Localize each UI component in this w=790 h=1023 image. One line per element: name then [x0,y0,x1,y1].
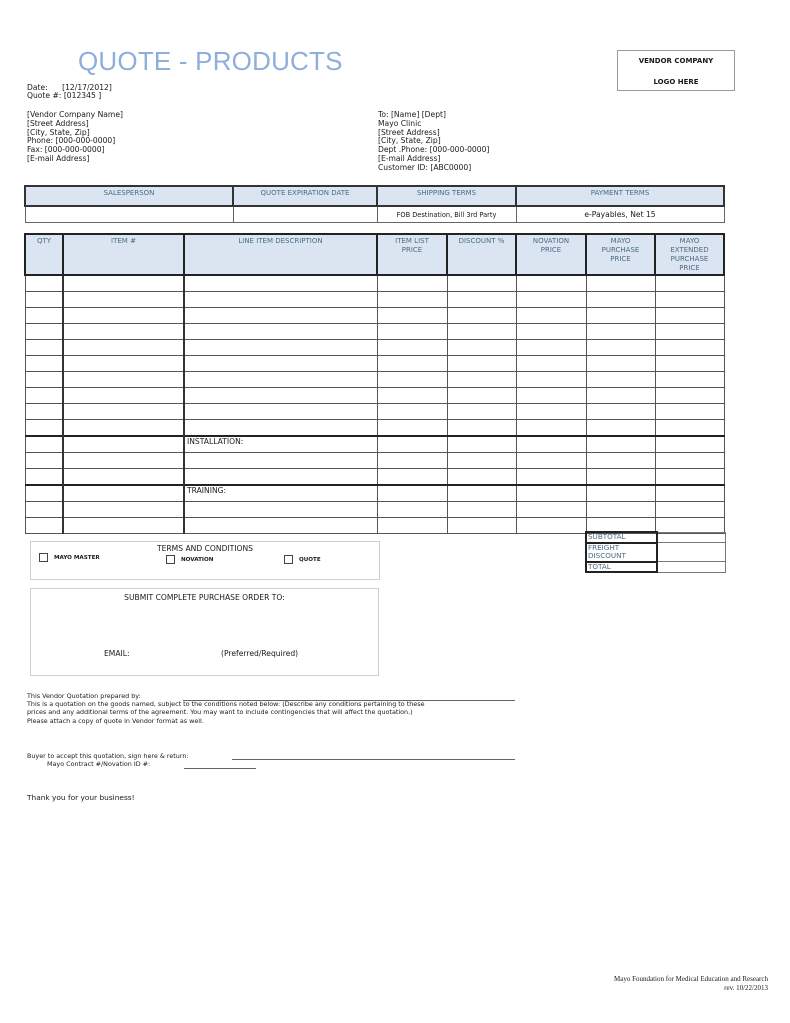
prepared-by-label: This Vendor Quotation prepared by: [27,692,141,700]
vendor-street[interactable]: [Street Address] [27,118,89,128]
extended-price-cell[interactable] [655,356,724,372]
vendor-address [27,111,123,164]
qty-cell[interactable] [25,485,63,502]
novation-price-cell[interactable] [516,275,586,292]
terms-and-conditions-title: TERMS AND CONDITIONS [156,544,254,553]
customer-phone[interactable]: Dept .Phone: [000-000-0000] [378,145,490,155]
purchase-price-cell[interactable] [586,308,655,324]
list-price-cell[interactable] [377,340,447,356]
email-label: EMAIL: [104,649,130,658]
header-salesperson: SALESPERSON [25,186,233,206]
discount-cell[interactable] [447,453,516,469]
description-cell[interactable] [184,404,377,420]
vendor-email[interactable]: [E-mail Address] [27,153,90,163]
description-cell[interactable] [184,502,377,518]
extended-price-cell[interactable] [655,275,724,292]
salesperson-value[interactable] [25,206,233,223]
discount-cell[interactable] [447,404,516,420]
extended-price-cell[interactable] [655,436,724,453]
purchase-price-cell[interactable] [586,275,655,292]
list-price-cell[interactable] [377,502,447,518]
extended-price-cell[interactable] [655,469,724,486]
logo-line-1: VENDOR COMPANY [638,57,714,65]
quote-number-row [27,92,101,101]
novation-price-cell[interactable] [516,324,586,340]
quotation-conditions [27,700,425,725]
list-price-cell[interactable] [377,324,447,340]
header-discount: DISCOUNT % [447,234,516,275]
discount-cell[interactable] [447,502,516,518]
item-number-cell[interactable] [63,453,184,469]
table-row [25,308,724,324]
description-cell[interactable] [184,436,377,453]
discount-cell[interactable] [447,340,516,356]
list-price-cell[interactable] [377,356,447,372]
freight-label: FREIGHT [586,543,657,553]
description-cell[interactable] [184,420,377,437]
vendor-phone[interactable]: Phone: [000-000-0000] [27,136,116,146]
extended-price-cell[interactable] [655,340,724,356]
item-number-cell[interactable] [63,388,184,404]
item-number-cell[interactable] [63,404,184,420]
description-cell[interactable] [184,453,377,469]
extended-price-cell[interactable] [655,372,724,388]
customer-id[interactable]: Customer ID: [ABC0000] [378,162,472,172]
discount-cell[interactable] [447,469,516,486]
training-label: TRAINING: [187,486,227,495]
line-items-table [24,233,725,534]
total-value[interactable] [657,562,726,573]
novation-price-cell[interactable] [516,292,586,308]
header-shipping-terms: SHIPPING TERMS [377,186,516,206]
list-price-cell[interactable] [377,469,447,486]
discount-cell[interactable] [447,356,516,372]
qty-cell[interactable] [25,292,63,308]
table-row [25,420,724,437]
table-row [25,372,724,388]
option-mayo-master[interactable] [39,553,100,562]
vendor-logo-placeholder [617,50,735,91]
list-price-cell[interactable] [377,372,447,388]
discount-cell[interactable] [447,372,516,388]
item-number-cell[interactable] [63,485,184,502]
list-price-cell[interactable] [377,388,447,404]
list-price-cell[interactable] [377,453,447,469]
conditions-line-3: Please attach a copy of quote in Vendor format as well. [27,716,204,725]
purchase-price-cell[interactable] [586,469,655,486]
date-label: Date: [27,83,48,92]
customer-to[interactable]: To: [Name] [Dept] [378,110,446,119]
installation-row [25,436,724,453]
purchase-price-cell[interactable] [586,502,655,518]
purchase-price-cell[interactable] [586,372,655,388]
discount-cell[interactable] [447,292,516,308]
header-line-item-description: LINE ITEM DESCRIPTION [184,234,377,275]
item-number-cell[interactable] [63,308,184,324]
quote-expiration-value[interactable] [233,206,377,223]
extended-price-cell[interactable] [655,308,724,324]
extended-price-cell[interactable] [655,404,724,420]
checkbox-mayo-master[interactable] [39,553,48,562]
totals-table [585,531,726,573]
qty-cell[interactable] [25,453,63,469]
option-quote-label: QUOTE [298,557,321,563]
terms-and-conditions-box [30,541,380,580]
header-item-number: ITEM # [63,234,184,275]
novation-price-cell[interactable] [516,308,586,324]
purchase-price-cell[interactable] [586,292,655,308]
extended-price-cell[interactable] [655,292,724,308]
qty-cell[interactable] [25,372,63,388]
header-mayo-extended-purchase-price: MAYO EXTENDED PURCHASE PRICE [655,234,724,275]
qty-cell[interactable] [25,340,63,356]
item-number-cell[interactable] [63,324,184,340]
header-item-list-price: ITEM LIST PRICE [377,234,447,275]
list-price-cell[interactable] [377,308,447,324]
description-cell[interactable] [184,518,377,534]
table-row [25,453,724,469]
payment-terms-value[interactable]: e-Payables, Net 15 [516,206,724,223]
extended-price-cell[interactable] [655,324,724,340]
table-row [25,469,724,486]
item-number-cell[interactable] [63,436,184,453]
org-footer: Mayo Foundation for Medical Education and Research [614,975,768,983]
revision-footer: rev. 10/22/2013 [724,984,768,992]
description-cell[interactable] [184,469,377,486]
customer-org: Mayo Clinic [378,118,422,128]
item-number-cell[interactable] [63,518,184,534]
novation-price-cell[interactable] [516,404,586,420]
novation-price-cell[interactable] [516,372,586,388]
qty-cell[interactable] [25,356,63,372]
option-quote[interactable] [284,555,321,564]
checkbox-quote[interactable] [284,555,293,564]
list-price-cell[interactable] [377,404,447,420]
discount-cell[interactable] [447,388,516,404]
table-row [25,388,724,404]
novation-price-cell[interactable] [516,453,586,469]
quote-number-label: Quote #: [27,91,62,100]
discount-cell[interactable] [447,518,516,534]
thank-you-text: Thank you for your business! [27,793,135,802]
customer-email[interactable]: [E-mail Address] [378,153,441,163]
description-cell[interactable] [184,356,377,372]
quote-number-value[interactable]: [012345 ] [63,91,102,100]
option-novation[interactable] [166,555,213,564]
description-cell[interactable] [184,340,377,356]
discount-cell[interactable] [447,324,516,340]
training-row [25,485,724,502]
description-cell[interactable] [184,324,377,340]
novation-price-cell[interactable] [516,436,586,453]
list-price-cell[interactable] [377,485,447,502]
novation-price-cell[interactable] [516,340,586,356]
discount-cell[interactable] [447,308,516,324]
header-payment-terms: PAYMENT TERMS [516,186,724,206]
submit-po-box [30,588,379,676]
qty-cell[interactable] [25,388,63,404]
description-cell[interactable] [184,372,377,388]
item-number-cell[interactable] [63,469,184,486]
list-price-cell[interactable] [377,518,447,534]
freight-discount-value[interactable] [657,543,726,562]
description-cell[interactable] [184,275,377,292]
qty-cell[interactable] [25,420,63,437]
qty-cell[interactable] [25,502,63,518]
purchase-price-cell[interactable] [586,340,655,356]
vendor-name[interactable]: [Vendor Company Name] [27,110,123,119]
table-row [25,292,724,308]
date-value[interactable]: [12/17/2012] [62,83,112,92]
description-cell[interactable] [184,308,377,324]
qty-cell[interactable] [25,518,63,534]
qty-cell[interactable] [25,308,63,324]
novation-price-cell[interactable] [516,469,586,486]
discount-cell[interactable] [447,275,516,292]
table-row [25,324,724,340]
qty-cell[interactable] [25,275,63,292]
novation-price-cell[interactable] [516,485,586,502]
submit-po-title: SUBMIT COMPLETE PURCHASE ORDER TO: [124,593,285,602]
discount-cell[interactable] [447,485,516,502]
table-row [25,356,724,372]
discount-label: DISCOUNT [586,552,657,562]
header-novation-price: NOVATION PRICE [516,234,586,275]
extended-price-cell[interactable] [655,502,724,518]
item-number-cell[interactable] [63,275,184,292]
extended-price-cell[interactable] [655,420,724,437]
item-number-cell[interactable] [63,502,184,518]
subtotal-value[interactable] [657,532,726,543]
total-label: TOTAL [586,562,657,573]
qty-cell[interactable] [25,469,63,486]
purchase-price-cell[interactable] [586,388,655,404]
qty-cell[interactable] [25,404,63,420]
option-mayo-master-label: MAYO MASTER [53,555,100,561]
extended-price-cell[interactable] [655,485,724,502]
vendor-fax[interactable]: Fax: [000-000-0000] [27,145,105,155]
installation-label: INSTALLATION: [187,437,244,446]
table-row [25,404,724,420]
conditions-line-1: This is a quotation on the goods named, subject to the conditions noted below: (Describe any conditions pertaining to these [27,700,425,708]
list-price-cell[interactable] [377,275,447,292]
header-qty: QTY [25,234,63,275]
purchase-price-cell[interactable] [586,324,655,340]
option-novation-label: NOVATION [180,557,214,563]
description-cell[interactable] [184,388,377,404]
buyer-accept-label: Buyer to accept this quotation, sign here & return: [27,752,189,760]
item-number-cell[interactable] [63,420,184,437]
purchase-price-cell[interactable] [586,404,655,420]
extended-price-cell[interactable] [655,453,724,469]
subtotal-label: SUBTOTAL [586,532,657,543]
qty-cell[interactable] [25,436,63,453]
customer-city[interactable]: [City, State, Zip] [378,136,441,146]
email-note[interactable]: (Preferred/Required) [221,649,299,658]
checkbox-novation[interactable] [166,555,175,564]
buyer-signature-line[interactable] [232,759,515,760]
purchase-price-cell[interactable] [586,453,655,469]
list-price-cell[interactable] [377,436,447,453]
table-row [25,340,724,356]
header-mayo-purchase-price: MAYO PURCHASE PRICE [586,234,655,275]
customer-street[interactable]: [Street Address] [378,127,440,137]
qty-cell[interactable] [25,324,63,340]
novation-price-cell[interactable] [516,356,586,372]
list-price-cell[interactable] [377,420,447,437]
purchase-price-cell[interactable] [586,356,655,372]
item-number-cell[interactable] [63,356,184,372]
table-row [25,275,724,292]
novation-price-cell[interactable] [516,388,586,404]
logo-line-2: LOGO HERE [653,78,699,86]
purchase-price-cell[interactable] [586,436,655,453]
discount-cell[interactable] [447,420,516,437]
novation-price-cell[interactable] [516,502,586,518]
vendor-city[interactable]: [City, State, Zip] [27,127,90,137]
discount-cell[interactable] [447,436,516,453]
description-cell[interactable] [184,485,377,502]
header-quote-expiration: QUOTE EXPIRATION DATE [233,186,377,206]
novation-price-cell[interactable] [516,420,586,437]
table-row [25,502,724,518]
conditions-line-2: prices and any additional terms of the agreement. You may want to include contingencies that will affect the quotation.) [27,708,413,717]
contract-id-label: Mayo Contract #/Novation ID #: [47,760,151,768]
novation-price-cell[interactable] [516,518,586,534]
description-cell[interactable] [184,292,377,308]
item-number-cell[interactable] [63,292,184,308]
list-price-cell[interactable] [377,292,447,308]
extended-price-cell[interactable] [655,388,724,404]
page-title: QUOTE - PRODUCTS [78,46,343,76]
customer-address [378,111,489,173]
contract-id-line[interactable] [184,768,256,769]
purchase-price-cell[interactable] [586,420,655,437]
item-number-cell[interactable] [63,372,184,388]
shipping-terms-value[interactable]: FOB Destination, Bill 3rd Party [377,206,516,223]
purchase-price-cell[interactable] [586,485,655,502]
item-number-cell[interactable] [63,340,184,356]
terms-table [24,185,725,223]
